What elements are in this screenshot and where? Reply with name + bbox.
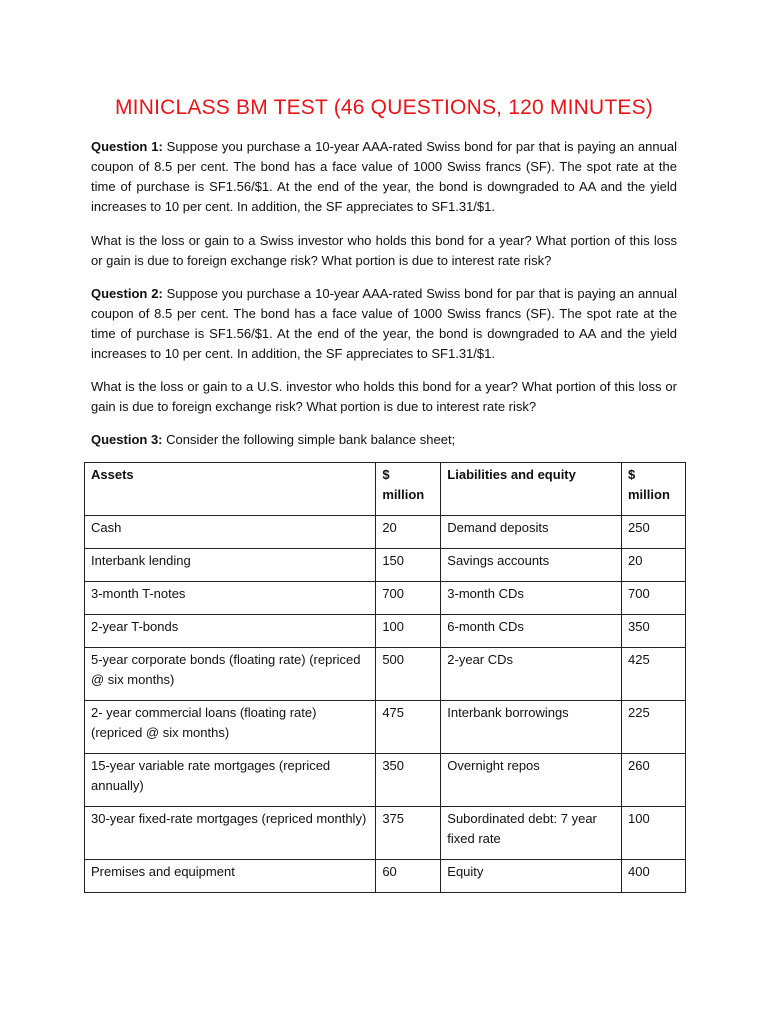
asset-amount: 350 — [376, 754, 441, 807]
asset-amount: 20 — [376, 516, 441, 549]
asset-name: 2- year commercial loans (floating rate) (repriced @ six months) — [85, 701, 376, 754]
asset-name: 30-year fixed-rate mortgages (repriced monthly) — [85, 807, 376, 860]
question-1-text: Suppose you purchase a 10-year AAA-rated Swiss bond for par that is paying an annual coupon of 8.5 per cent. The bond has a face value of 1000 Swiss francs (SF). The spot rate at the time of purchase is SF1.56/$1. At the end of the year, the bond is downgraded to AA and the yield increases to 10 per cent. In addition, the SF appreciates to SF1.31/$1. — [91, 139, 677, 214]
asset-name: Premises and equipment — [85, 860, 376, 893]
question-1-followup: What is the loss or gain to a Swiss investor who holds this bond for a year? What portion of this loss or gain is due to foreign exchange risk? What portion is due to interest rate risk? — [91, 233, 677, 268]
liability-amount: 350 — [622, 615, 686, 648]
table-row — [85, 615, 686, 648]
asset-name: 5-year corporate bonds (floating rate) (repriced @ six months) — [85, 648, 376, 701]
table-row — [85, 549, 686, 582]
question-2 — [91, 284, 677, 364]
asset-amount: 475 — [376, 701, 441, 754]
question-1 — [91, 137, 677, 217]
liability-amount: 20 — [622, 549, 686, 582]
table-row — [85, 516, 686, 549]
question-2-text: Suppose you purchase a 10-year AAA-rated Swiss bond for par that is paying an annual coupon of 8.5 per cent. The bond has a face value of 1000 Swiss francs (SF). The spot rate at the time of purchase is SF1.56/$1. At the end of the year, the bond is downgraded to AA and the yield increases to 10 per cent. In addition, the SF appreciates to SF1.31/$1. — [91, 286, 677, 361]
table-header-row — [85, 463, 686, 516]
liability-amount: 700 — [622, 582, 686, 615]
asset-amount: 150 — [376, 549, 441, 582]
liability-name: Overnight repos — [441, 754, 622, 807]
asset-amount: 375 — [376, 807, 441, 860]
header-assets: Assets — [85, 463, 376, 516]
header-liabilities: Liabilities and equity — [441, 463, 622, 516]
liability-name: Demand deposits — [441, 516, 622, 549]
asset-name: 15-year variable rate mortgages (repriced annually) — [85, 754, 376, 807]
liability-name: Subordinated debt: 7 year fixed rate — [441, 807, 622, 860]
asset-name: Interbank lending — [85, 549, 376, 582]
document-title: MINICLASS BM TEST (46 QUESTIONS, 120 MINUTES) — [114, 96, 653, 119]
liability-name: Interbank borrowings — [441, 701, 622, 754]
liability-amount: 425 — [622, 648, 686, 701]
asset-amount: 700 — [376, 582, 441, 615]
table-row — [85, 807, 686, 860]
table-row — [85, 582, 686, 615]
asset-name: 3-month T-notes — [85, 582, 376, 615]
question-3 — [91, 430, 677, 450]
asset-amount: 500 — [376, 648, 441, 701]
question-3-label: Question 3: — [91, 432, 163, 447]
liability-name: 6-month CDs — [441, 615, 622, 648]
table-row — [85, 754, 686, 807]
asset-name: Cash — [85, 516, 376, 549]
liability-name: 2-year CDs — [441, 648, 622, 701]
table-row — [85, 648, 686, 701]
liability-amount: 250 — [622, 516, 686, 549]
table-row — [85, 701, 686, 754]
header-assets-amount: $ million — [376, 463, 441, 516]
question-1-label: Question 1: — [91, 139, 163, 154]
asset-amount: 60 — [376, 860, 441, 893]
asset-name: 2-year T-bonds — [85, 615, 376, 648]
liability-name: 3-month CDs — [441, 582, 622, 615]
liability-amount: 100 — [622, 807, 686, 860]
question-2-followup: What is the loss or gain to a U.S. investor who holds this bond for a year? What portion of this loss or gain is due to foreign exchange risk? What portion is due to interest rate risk? — [91, 379, 677, 414]
liability-amount: 260 — [622, 754, 686, 807]
liability-amount: 225 — [622, 701, 686, 754]
liability-name: Savings accounts — [441, 549, 622, 582]
liability-amount: 400 — [622, 860, 686, 893]
liability-name: Equity — [441, 860, 622, 893]
header-liabilities-amount: $ million — [622, 463, 686, 516]
question-3-text: Consider the following simple bank balance sheet; — [162, 432, 456, 447]
balance-sheet-table — [84, 462, 686, 893]
question-2-label: Question 2: — [91, 286, 163, 301]
asset-amount: 100 — [376, 615, 441, 648]
table-row — [85, 860, 686, 893]
